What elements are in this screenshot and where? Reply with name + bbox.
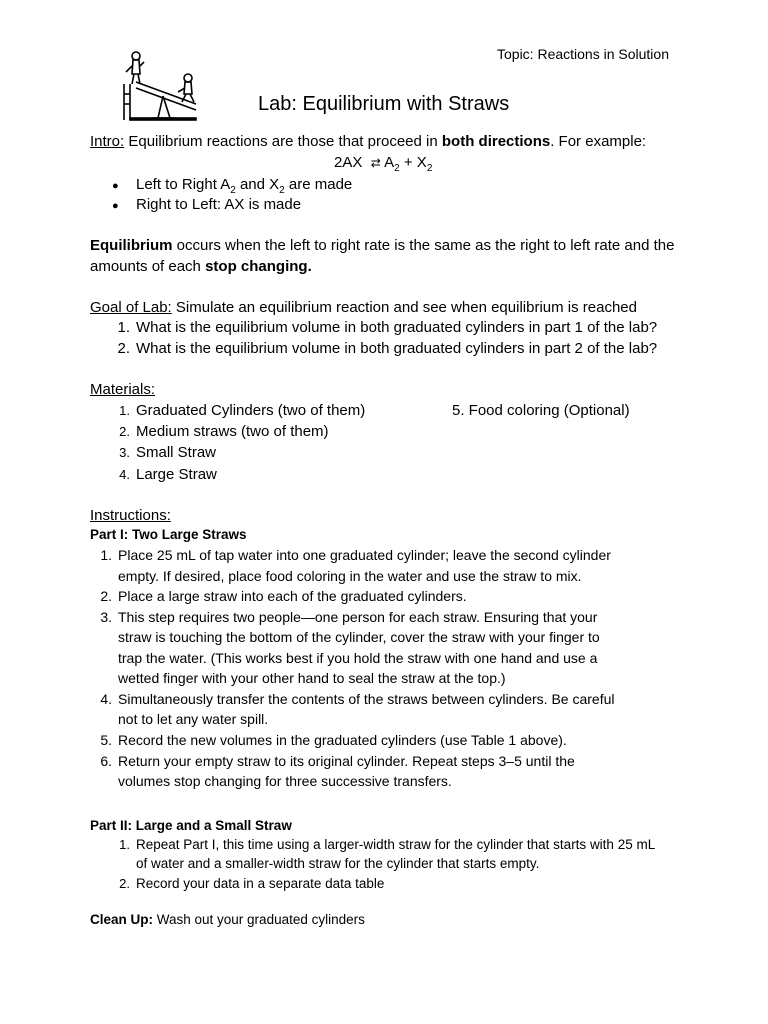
part2-heading: Part II: Large and a Small Straw <box>90 818 292 833</box>
equilibrium-paragraph-line-1: Equilibrium occurs when the left to right rate is the same as the right to left rate and the <box>90 237 675 254</box>
goal-label: Goal of Lab: <box>90 299 172 316</box>
part1-step-5: 5. Record the new volumes in the graduated cylinders (use Table 1 above). <box>100 732 567 748</box>
part2-step-1-line-2: of water and a smaller-width straw for the cylinder that starts empty. <box>136 856 540 871</box>
part1-step-3-line-4: wetted finger with your other hand to seal the straw at the top.) <box>118 670 506 686</box>
intro-bullet-2: ● Right to Left: AX is made <box>136 195 301 215</box>
seesaw-illustration <box>118 44 208 124</box>
page-title: Lab: Equilibrium with Straws <box>258 93 510 115</box>
part1-step-6-line-1: 6. Return your empty straw to its original cylinder. Repeat steps 3–5 until the <box>100 753 575 769</box>
part1-step-3-line-2: straw is touching the bottom of the cylinder, cover the straw with your finger to <box>118 629 600 645</box>
part2-step-2: 2. Record your data in a separate data table <box>119 876 385 891</box>
equilibrium-paragraph-line-2: amounts of each stop changing. <box>90 258 312 275</box>
goal-item-2: 2. What is the equilibrium volume in both graduated cylinders in part 2 of the lab? <box>117 340 658 357</box>
cleanup-line: Clean Up: Wash out your graduated cylinders <box>90 912 365 927</box>
part1-step-3-line-3: trap the water. (This works best if you hold the straw with one hand and use a <box>118 650 598 666</box>
materials-item-2: 2. Medium straws (two of them) <box>119 423 329 440</box>
materials-item-3: 3. Small Straw <box>119 444 217 461</box>
part1-step-4-line-1: 4. Simultaneously transfer the contents of the straws between cylinders. Be careful <box>100 691 615 707</box>
part1-step-1-line-2: empty. If desired, place food coloring in the water and use the straw to mix. <box>118 568 582 584</box>
part1-step-4-line-2: not to let any water spill. <box>118 711 269 727</box>
materials-item-5: 5. Food coloring (Optional) <box>452 402 630 419</box>
goal-item-1: 1. What is the equilibrium volume in both graduated cylinders in part 1 of the lab? <box>117 319 658 336</box>
equilibrium-arrow-icon: ⇄ <box>370 156 381 170</box>
part1-heading: Part I: Two Large Straws <box>90 527 247 542</box>
instructions-label: Instructions: <box>90 507 171 524</box>
part1-step-2: 2. Place a large straw into each of the graduated cylinders. <box>100 588 467 604</box>
materials-label: Materials: <box>90 381 156 398</box>
materials-item-1: 1. Graduated Cylinders (two of them) <box>119 402 366 419</box>
intro-line: Intro: Equilibrium reactions are those that proceed in both directions. For example: <box>90 133 647 150</box>
topic-label: Topic: Reactions in Solution <box>497 46 669 62</box>
reaction-equation: 2AX ⇄ $A_2 + X_2$ <box>334 154 433 174</box>
intro-bullet-1: ● Left to Right $A_2$ and $X_2$ are made <box>136 175 352 201</box>
part1-step-6-line-2: volumes stop changing for three successive transfers. <box>118 773 452 789</box>
intro-label: Intro: <box>90 133 125 150</box>
goal-line: Goal of Lab: Simulate an equilibrium reaction and see when equilibrium is reached <box>90 299 637 316</box>
part1-step-1-line-1: 1. Place 25 mL of tap water into one graduated cylinder; leave the second cylinder <box>100 547 611 563</box>
intro-bold: both directions <box>441 133 551 150</box>
part1-step-3-line-1: 3. This step requires two people—one person for each straw. Ensuring that your <box>100 609 598 625</box>
part2-step-1-line-1: 1. Repeat Part I, this time using a larger-width straw for the cylinder that starts with 25 mL <box>119 837 656 852</box>
materials-item-4: 4. Large Straw <box>119 466 217 483</box>
